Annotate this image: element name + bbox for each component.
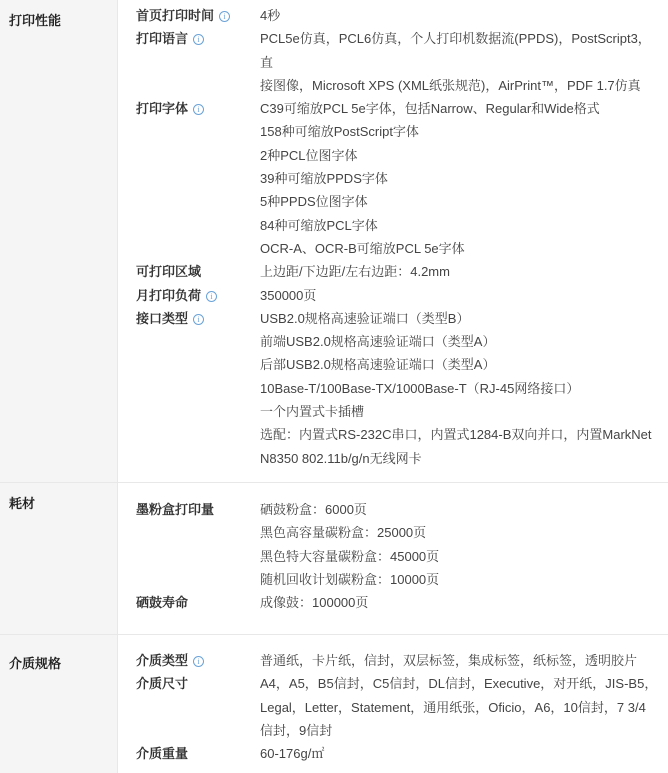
spec-values: [260, 649, 668, 672]
spec-value: 硒鼓粉盒：6000页: [260, 502, 367, 517]
spec-values: [260, 672, 668, 742]
spec-row-media-size: [118, 672, 668, 742]
section-body: [118, 635, 668, 773]
spec-value: PCL5e仿真，PCL6仿真，个人打印机数据流(PPDS)，PostScript3，直: [260, 31, 651, 70]
section-body: [118, 483, 668, 634]
spec-value: 4秒: [260, 8, 281, 23]
spec-value: A4，A5，B5信封，C5信封，DL信封，Executive，对开纸，JIS-B5，: [260, 676, 658, 692]
spec-row-first-page-time: [118, 4, 668, 27]
info-icon[interactable]: i: [193, 104, 204, 115]
spec-values: [260, 498, 668, 591]
spec-label-text: 介质重量: [136, 746, 189, 762]
spec-row-print-fonts: [118, 97, 668, 260]
spec-value: 60-176g/㎡: [260, 746, 325, 762]
spec-label: [118, 97, 260, 260]
spec-value: 350000页: [260, 287, 317, 303]
spec-value: 一个内置式卡插槽: [260, 404, 365, 420]
spec-section-consumables: [0, 483, 668, 635]
spec-row-drum-life: [118, 591, 668, 614]
spec-value: 后部USB2.0规格高速验证端口（类型A）: [260, 357, 496, 373]
info-icon[interactable]: i: [206, 291, 217, 302]
spec-label: [118, 742, 260, 765]
section-title: 介质规格: [0, 635, 118, 773]
spec-label: [118, 672, 260, 742]
spec-label-text: 月打印负荷: [136, 287, 202, 303]
spec-label-text: 打印字体: [136, 101, 189, 117]
section-title: 打印性能: [0, 0, 118, 482]
spec-value: 随机回收计划碳粉盒：10000页: [260, 571, 440, 587]
spec-value: 信封，9信封: [260, 722, 333, 738]
spec-row-interface: [118, 307, 668, 470]
spec-row-printable-area: [118, 260, 668, 283]
spec-value: N8350 802.11b/g/n无线网卡: [260, 450, 422, 466]
spec-value: 84种可缩放PCL字体: [260, 217, 378, 233]
spec-values: [260, 4, 668, 27]
spec-label-text: 介质尺寸: [136, 676, 189, 692]
spec-value: 2种PCL位图字体: [260, 147, 358, 163]
spec-value: C39可缩放PCL 5e字体，包括Narrow、Regular和Wide格式: [260, 101, 600, 117]
spec-row-media-weight: [118, 742, 668, 765]
spec-label-text: 介质类型: [136, 653, 189, 668]
spec-label: [118, 649, 260, 672]
spec-values: [260, 284, 668, 307]
spec-value: 普通纸，卡片纸，信封，双层标签，集成标签，纸标签，透明胶片: [260, 653, 638, 668]
spec-label: [118, 27, 260, 97]
spec-value: 黑色特大容量碳粉盒：45000页: [260, 548, 440, 564]
info-icon[interactable]: i: [193, 34, 204, 45]
spec-label: [118, 260, 260, 283]
spec-values: [260, 307, 668, 470]
spec-value: 前端USB2.0规格高速验证端口（类型A）: [260, 334, 496, 350]
spec-values: [260, 742, 668, 765]
spec-value: 158种可缩放PostScript字体: [260, 124, 419, 140]
spec-row-monthly-duty: [118, 284, 668, 307]
section-title: 耗材: [0, 483, 118, 634]
spec-row-print-language: [118, 27, 668, 97]
spec-value: 上边距/下边距/左右边距：4.2mm: [260, 264, 450, 280]
info-icon[interactable]: i: [219, 11, 230, 22]
spec-label-text: 硒鼓寿命: [136, 595, 189, 611]
section-body: [118, 0, 668, 482]
spec-value: 黑色高容量碳粉盒：25000页: [260, 525, 427, 541]
spec-row-media-type: [118, 649, 668, 672]
spec-value: Legal，Letter，Statement，通用纸张，Oficio，A6，10信封，7 3/4: [260, 699, 646, 715]
spec-values: [260, 591, 668, 614]
spec-value: USB2.0规格高速验证端口（类型B）: [260, 310, 470, 326]
spec-value: 选配：内置式RS-232C串口，内置式1284-B双向并口，内置MarkNet: [260, 427, 652, 443]
spec-value: 39种可缩放PPDS字体: [260, 171, 388, 187]
info-icon[interactable]: i: [193, 656, 204, 667]
spec-label-text: 打印语言: [136, 31, 189, 47]
spec-label: [118, 307, 260, 470]
spec-label: [118, 498, 260, 591]
spec-label-text: 可打印区域: [136, 264, 202, 280]
spec-value: 接图像，Microsoft XPS (XML纸张规范)，AirPrint™，PDF 1.7仿真: [260, 77, 641, 93]
spec-label: [118, 284, 260, 307]
spec-label-text: 墨粉盒打印量: [136, 502, 215, 517]
spec-label-text: 接口类型: [136, 310, 189, 326]
spec-row-toner-yield: [118, 498, 668, 591]
spec-value: 5种PPDS位图字体: [260, 194, 368, 210]
spec-values: [260, 27, 668, 97]
spec-label-text: 首页打印时间: [136, 8, 215, 23]
info-icon[interactable]: i: [193, 314, 204, 325]
spec-values: [260, 97, 668, 260]
spec-value: 10Base-T/100Base-TX/1000Base-T（RJ-45网络接口）: [260, 380, 580, 396]
spec-values: [260, 260, 668, 283]
spec-section-media: [0, 635, 668, 773]
spec-value: 成像鼓：100000页: [260, 595, 369, 611]
spec-label: [118, 591, 260, 614]
spec-label: [118, 4, 260, 27]
spec-value: OCR-A、OCR-B可缩放PCL 5e字体: [260, 240, 465, 256]
